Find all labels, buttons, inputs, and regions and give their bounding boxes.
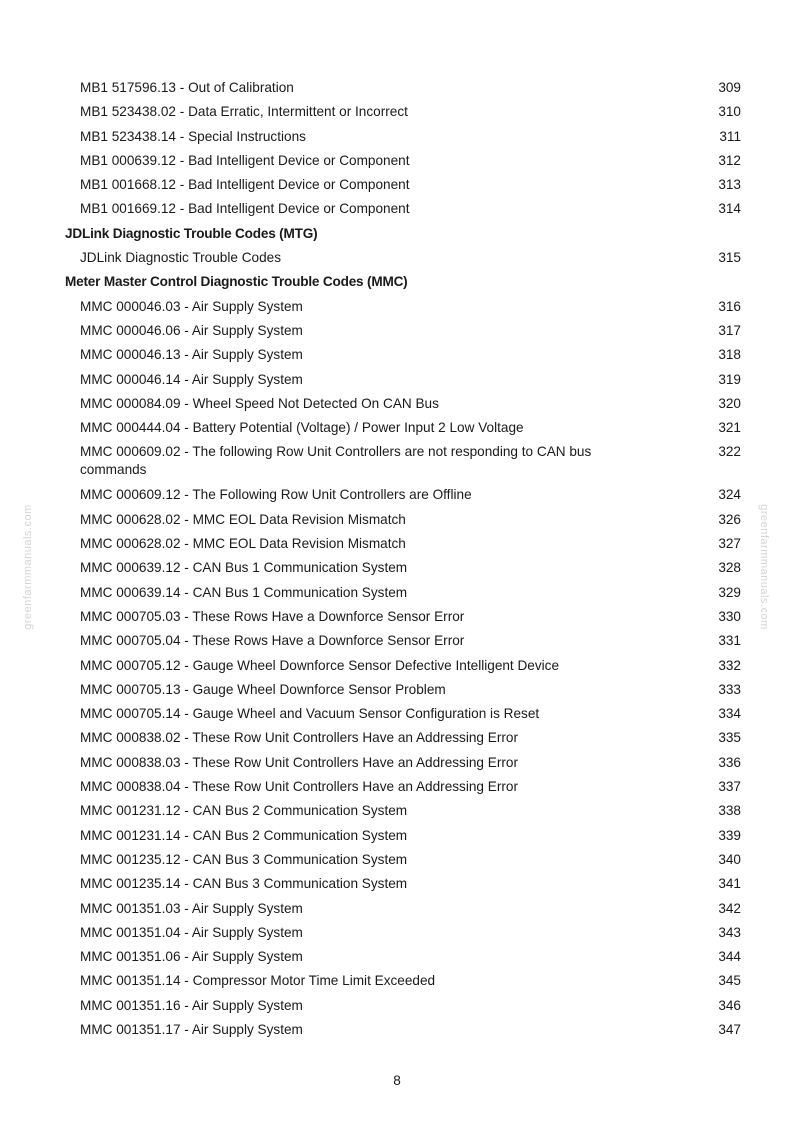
toc-entry[interactable] xyxy=(0,994,794,1018)
toc-entry-page: 332 xyxy=(718,657,741,673)
toc-entry-title: MMC 000705.12 - Gauge Wheel Downforce Sensor Defective Intelligent Device xyxy=(80,657,560,673)
toc-entry-title: MMC 001351.04 - Air Supply System xyxy=(80,924,303,940)
toc-entry[interactable] xyxy=(0,173,794,197)
toc-entry-title: MMC 000639.12 - CAN Bus 1 Communication System xyxy=(80,560,408,576)
toc-entry-page: 337 xyxy=(718,779,741,795)
toc-entry-page: 336 xyxy=(718,754,741,770)
toc-entry[interactable] xyxy=(0,581,794,605)
toc-entry-page: 310 xyxy=(718,104,741,120)
toc-entry-page: 347 xyxy=(718,1021,741,1037)
toc-entry[interactable] xyxy=(0,605,794,629)
toc-entry-title: MMC 000046.03 - Air Supply System xyxy=(80,298,303,314)
toc-entry-title: MMC 001231.14 - CAN Bus 2 Communication System xyxy=(80,827,408,843)
toc-entry[interactable] xyxy=(0,246,794,270)
toc-entry-title: MMC 000046.14 - Air Supply System xyxy=(80,371,303,387)
toc-entry-title: MMC 001351.17 - Air Supply System xyxy=(80,1021,303,1037)
toc-entry-title: MB1 523438.02 - Data Erratic, Intermittent or Incorrect xyxy=(80,104,408,120)
toc-entry-title: MMC 000838.03 - These Row Unit Controllers Have an Addressing Error xyxy=(80,754,518,770)
toc-entry-page: 329 xyxy=(718,584,741,600)
toc-entry-page: 331 xyxy=(718,633,741,649)
toc-entry[interactable] xyxy=(0,751,794,775)
toc-entry-title: MMC 000084.09 - Wheel Speed Not Detected On CAN Bus xyxy=(80,395,439,411)
toc-entry-title: JDLink Diagnostic Trouble Codes xyxy=(80,250,281,266)
toc-entry-page: 333 xyxy=(718,681,741,697)
toc-entry[interactable] xyxy=(0,921,794,945)
toc-entry[interactable] xyxy=(0,897,794,921)
watermark-text: greenfarmmanuals.com xyxy=(22,504,34,630)
toc-entry[interactable] xyxy=(0,76,794,100)
toc-entry-page: 317 xyxy=(718,322,741,338)
toc-entry-title: MMC 001235.12 - CAN Bus 3 Communication System xyxy=(80,851,408,867)
toc-entry-title: MB1 000639.12 - Bad Intelligent Device or Component xyxy=(80,152,410,168)
toc-entry[interactable] xyxy=(0,629,794,653)
toc-entry-page: 319 xyxy=(718,371,741,387)
toc-entry[interactable] xyxy=(0,343,794,367)
toc-entry[interactable] xyxy=(0,440,794,483)
toc-entry-page: 339 xyxy=(718,827,741,843)
toc-entry[interactable] xyxy=(0,775,794,799)
toc-entry[interactable] xyxy=(0,508,794,532)
toc-entry-page: 320 xyxy=(718,395,741,411)
toc-entry-title: MMC 000444.04 - Battery Potential (Voltage) / Power Input 2 Low Voltage xyxy=(80,420,524,436)
toc-entry[interactable] xyxy=(0,726,794,750)
toc-entry-page: 315 xyxy=(718,250,741,266)
toc-entry-title: MMC 000609.02 - The following Row Unit Controllers are not responding to CAN bus commands xyxy=(80,444,592,478)
toc-entry[interactable] xyxy=(0,532,794,556)
toc-entry-page: 328 xyxy=(718,560,741,576)
toc-entry[interactable] xyxy=(0,368,794,392)
toc-entry-page: 309 xyxy=(718,80,741,95)
toc-entry[interactable] xyxy=(0,848,794,872)
toc-entry[interactable] xyxy=(0,556,794,580)
toc-entry-page: 316 xyxy=(718,298,741,314)
toc-entry-page: 313 xyxy=(718,177,741,193)
toc-entry-page: 344 xyxy=(718,949,741,965)
toc-entry-page: 342 xyxy=(718,900,741,916)
toc-entry-title: MMC 001235.14 - CAN Bus 3 Communication System xyxy=(80,876,408,892)
toc-entry-title: MMC 000639.14 - CAN Bus 1 Communication System xyxy=(80,584,408,600)
toc-entry-title: MB1 517596.13 - Out of Calibration xyxy=(80,80,294,95)
toc-entry-title: MMC 000705.03 - These Rows Have a Downforce Sensor Error xyxy=(80,608,465,624)
toc-entry[interactable] xyxy=(0,969,794,993)
toc-entry-title: MMC 000628.02 - MMC EOL Data Revision Mismatch xyxy=(80,511,406,527)
toc-entry[interactable] xyxy=(0,654,794,678)
toc-entry-title: MB1 523438.14 - Special Instructions xyxy=(80,128,306,144)
toc-section-title: JDLink Diagnostic Trouble Codes (MTG) xyxy=(65,225,318,241)
toc-entry-title: MB1 001669.12 - Bad Intelligent Device or Component xyxy=(80,201,410,217)
toc-entry-title: MMC 001351.14 - Compressor Motor Time Limit Exceeded xyxy=(80,973,436,989)
toc-entry-page: 326 xyxy=(718,511,741,527)
toc-section-heading xyxy=(0,270,794,294)
toc-entry[interactable] xyxy=(0,100,794,124)
toc-entry[interactable] xyxy=(0,392,794,416)
toc-entry-page: 330 xyxy=(718,608,741,624)
toc-entry-title: MMC 000838.02 - These Row Unit Controllers Have an Addressing Error xyxy=(80,730,518,746)
toc-entry-page: 335 xyxy=(718,730,741,746)
toc-entry-page: 345 xyxy=(718,973,741,989)
toc-entry[interactable] xyxy=(0,678,794,702)
toc-section-heading xyxy=(0,222,794,246)
toc-entry-page: 312 xyxy=(718,152,741,168)
toc-entry[interactable] xyxy=(0,945,794,969)
toc-entry-title: MMC 001231.12 - CAN Bus 2 Communication System xyxy=(80,803,408,819)
toc-entry-title: MMC 000609.12 - The Following Row Unit Controllers are Offline xyxy=(80,487,472,503)
toc-entry-title: MMC 000705.13 - Gauge Wheel Downforce Sensor Problem xyxy=(80,681,446,697)
toc-entry-page: 314 xyxy=(718,201,741,217)
toc-entry[interactable] xyxy=(0,149,794,173)
toc-entry-title: MMC 001351.03 - Air Supply System xyxy=(80,900,303,916)
toc-entry-page: 338 xyxy=(718,803,741,819)
toc-entry-title: MB1 001668.12 - Bad Intelligent Device or Component xyxy=(80,177,410,193)
toc-entry-page: 324 xyxy=(718,487,741,503)
toc-section-title: Meter Master Control Diagnostic Trouble Codes (MMC) xyxy=(65,274,408,290)
toc-entry[interactable] xyxy=(0,702,794,726)
toc-entry-page: 340 xyxy=(718,851,741,867)
page-number: 8 xyxy=(393,1073,401,1088)
toc-entry-page: 334 xyxy=(718,706,741,722)
toc-entry-page: 321 xyxy=(718,420,741,436)
toc-entry-title: MMC 000838.04 - These Row Unit Controllers Have an Addressing Error xyxy=(80,779,518,795)
toc-entry[interactable] xyxy=(0,295,794,319)
toc-entry-page: 318 xyxy=(718,347,741,363)
toc-entry-title: MMC 000628.02 - MMC EOL Data Revision Mismatch xyxy=(80,536,406,552)
toc-entry[interactable] xyxy=(0,416,794,440)
toc-entry-page: 346 xyxy=(718,997,741,1013)
watermark-text: greenfarmmanuals.com xyxy=(758,504,770,630)
toc-entry[interactable] xyxy=(0,483,794,507)
toc-entry-page: 343 xyxy=(718,924,741,940)
toc-entry[interactable] xyxy=(0,799,794,823)
toc-entry[interactable] xyxy=(0,872,794,896)
toc-entry-page: 311 xyxy=(719,128,741,144)
toc-entry-title: MMC 001351.06 - Air Supply System xyxy=(80,949,303,965)
toc-entry-title: MMC 001351.16 - Air Supply System xyxy=(80,997,303,1013)
toc-entry-title: MMC 000705.04 - These Rows Have a Downforce Sensor Error xyxy=(80,633,465,649)
toc-entry-page: 341 xyxy=(718,876,741,892)
toc-entry-page: 322 xyxy=(718,444,741,460)
toc-entry-title: MMC 000046.06 - Air Supply System xyxy=(80,322,303,338)
table-of-contents xyxy=(0,76,794,1042)
toc-entry[interactable] xyxy=(0,125,794,149)
toc-entry[interactable] xyxy=(0,197,794,221)
toc-entry-title: MMC 000705.14 - Gauge Wheel and Vacuum Sensor Configuration is Reset xyxy=(80,706,540,722)
toc-entry-title: MMC 000046.13 - Air Supply System xyxy=(80,347,303,363)
toc-entry-page: 327 xyxy=(718,536,741,552)
toc-entry[interactable] xyxy=(0,319,794,343)
toc-entry[interactable] xyxy=(0,1018,794,1042)
toc-entry[interactable] xyxy=(0,824,794,848)
